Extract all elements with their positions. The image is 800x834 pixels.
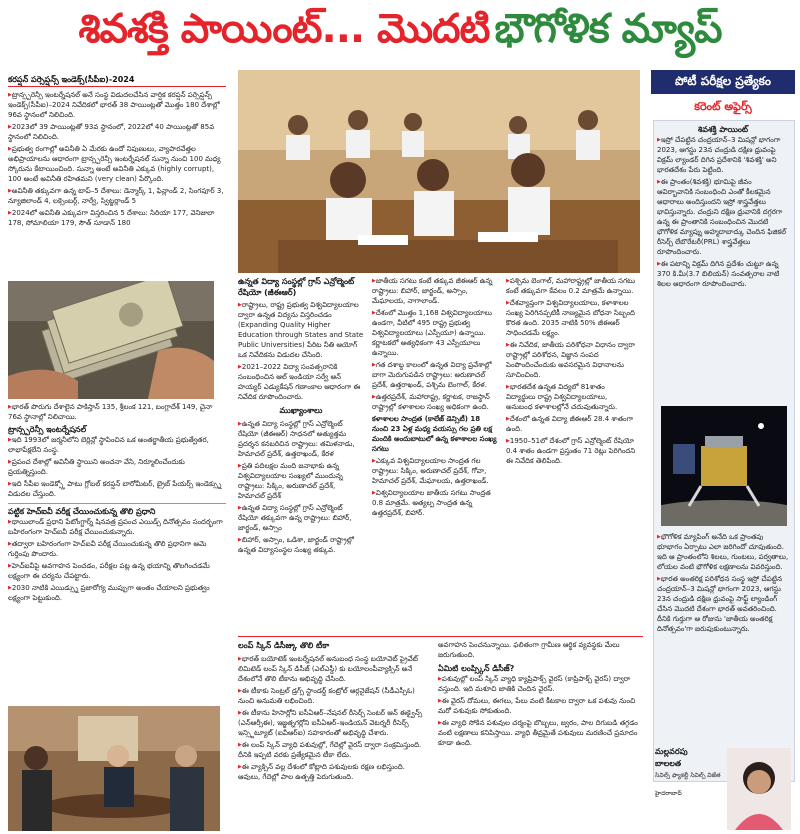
currency-notes-illustration bbox=[8, 281, 214, 399]
divider bbox=[8, 86, 226, 87]
author-place: మల్లవరపు bbox=[655, 747, 688, 756]
lander-image bbox=[661, 406, 787, 526]
list-item: ▶ ఈ లంప్ స్కిన్ వ్యాధి పశువుల్లో, గేదెల్లో వైరస్ ద్వారా సంక్రమిస్తుంది. దీనికి ఇప్పటి వరకు ప్రత్యేకమైన టీకా లేదు. bbox=[238, 740, 428, 760]
meeting-photo bbox=[8, 706, 220, 831]
left-section2-title: ట్రాన్స్పరెన్సీ ఇంటర్నేషనల్ bbox=[8, 425, 87, 434]
classroom-illustration bbox=[238, 70, 640, 273]
sidebar-story-title: శివశక్తి పాయింట్ bbox=[697, 125, 749, 134]
list-item: ▶ ఇది సీపీఐ ఇండెక్స్తో పాటు గ్లోబల్ కరప్షన్ బారోమీటర్, బ్రైబ్ పేయర్స్ ఇండెక్స్ను విడుదల చేస్తుంది. bbox=[8, 479, 226, 499]
list-item: ▶ ఉత్తరప్రదేశ్, మహారాష్ట్ర, కర్ణాటక, రాజస్థాన్ రాష్ట్రాల్లో కళాశాలల సంఖ్య అధికంగా ఉంది. bbox=[372, 392, 498, 412]
center-top-col2 bbox=[372, 276, 498, 631]
list-item: ▶ 2024లో అవినీతి ఎక్కువగా విస్తరించిన 5 దేశాలు: సిరియా 177, వెనిజులా 178, సోమాలియా 179, సౌత్ సూడాన్ 180 bbox=[8, 208, 226, 228]
divider bbox=[238, 636, 643, 637]
vikram-lander-illustration bbox=[661, 406, 787, 526]
list-item: ▶ పశ్చిమ బెంగాల్, మహారాష్ట్రల్లో జాతీయ సగటు కంటే తక్కువగా కేవలం 0.2 మాత్రమే ఉన్నాయి. bbox=[506, 276, 636, 296]
list-item: ▶ 2030 నాటికి ఎయిడ్స్ను ప్రజారోగ్య ముప్పుగా అంతం చేయాలని ప్రభుత్వం లక్ష్యంగా పెట్టుకుంది. bbox=[8, 583, 226, 603]
author-name: బాలలత bbox=[655, 759, 682, 768]
list-item: ▶ తద్వారా బహిరంగంగా హెచ్ఐవీ పరీక్ష చేయించుకున్న తొలి ప్రధానిగా ఆమె గుర్తింపు పొందారు. bbox=[8, 539, 226, 559]
list-item: ▶ థాయిలాండ్ ప్రధాని పేటోంగ్టార్న్ షినవత్ర ప్రపంచ ఎయిడ్స్ దినోత్సవం సందర్భంగా బహిరంగంగా హెచ్ఐవీ పరీక్ష చేయించుకున్నారు. bbox=[8, 517, 226, 537]
headline bbox=[0, 0, 800, 58]
sidebar-story bbox=[657, 124, 789, 385]
list-item: ▶ రాష్ట్రాలు, రాష్ట్ర ప్రభుత్వ విశ్వవిద్యాలయాల ద్వారా ఉన్నత విద్యను విస్తరించడం (Expanding Quality Higher Education through States and State Public Universities) పేరిట నీతి ఆయోగ్ ఒక నివేదికను విడుదల చేసింది. bbox=[238, 300, 364, 360]
author-block bbox=[653, 746, 793, 832]
list-item: ▶ ఈ వ్యాక్సిన్ వల్ల దేశంలో కోట్లాది పశువులకు రక్షణ లభిస్తుంది. ఆవులు, గేదెల్లో పాల ఉత్పత్తి పెరుగుతుంది. bbox=[238, 762, 428, 782]
list-item: ▶ భౌగోళిక మ్యాపింగ్ అనేది ఒక ప్రాంతపు భూభాగం ఏర్పాటు ఎలా జరిగిందో చూపుతుంది. ఇది ఆ ప్రాంతంలోని శిలలు, గుంటలు, పర్వతాలు, లోయల వంటి భౌగోళిక లక్షణాలను వివరిస్తుంది. bbox=[657, 532, 789, 572]
list-item: ▶ 1950–51లో దేశంలో గ్రాస్ ఎన్రోల్మెంట్ రేషియో 0.4 శాతం ఉండగా ప్రస్తుతం 71 రెట్లు పెరిగిందని ఈ నివేదిక తెలిపింది. bbox=[506, 436, 636, 466]
sidebar-more bbox=[657, 532, 789, 778]
list-item: ▶ దేశంలో మొత్తం 1,168 విశ్వవిద్యాలయాలు ఉండగా, వీటిలో 495 రాష్ట్ర ప్రభుత్వ విశ్వవిద్యాలయాలు (ఎస్పీయూ) ఉన్నాయి. కర్ణాటకలో అత్యధికంగా 43 ఎస్పీయూలు ఉన్నాయి. bbox=[372, 308, 498, 358]
list-item: ▶ ప్రపంచ దేశాల్లో అవినీతి స్థాయిని అంచనా వేసి, నిర్మూలించేందుకు ప్రయత్నిస్తుంది. bbox=[8, 457, 226, 477]
list-item: ▶ జాతీయ సగటు కంటే తక్కువ జీఈఆర్ ఉన్న రాష్ట్రాలు: బిహార్, జార్ఖండ్, అస్సాం, మేఘాలయ, నాగాలాండ్. bbox=[372, 276, 498, 306]
list-item: ▶ ప్రభుత్వ రంగాల్లో అవినీతి ఏ మేరకు ఉందో నిపుణులు, వ్యాపారవేత్తల అభిప్రాయాలను ఆధారంగా ట్రాన్స్పరెన్సీ ఇంటర్నేషనల్ సున్నా నుంచి 100 మధ్య స్కోరును కేటాయించింది. సున్నా అంటే అవినీతి ఎక్కువ (highly corrupt), 100 అంటే అవినీతి రహితమని (very clean) పేర్కొంది. bbox=[8, 144, 226, 184]
center-top-story bbox=[238, 276, 643, 631]
left-section2 bbox=[8, 402, 226, 499]
left-section3-body bbox=[8, 517, 226, 667]
headline-part-red: శివశక్తి పాయింట్... మొదటి bbox=[78, 6, 490, 52]
list-item: ▶ బిహార్, అస్సాం, ఒడిశా, జార్ఖండ్ రాష్ట్రాల్లో ఉన్నత విద్యాసంస్థల సంఖ్య తక్కువ. bbox=[238, 535, 364, 555]
story-title: ఉన్నత విద్యా సంస్థల్లో గ్రాస్ ఎన్రోల్మెంట్ రేషియో (జీఈఆర్) bbox=[238, 277, 355, 297]
list-item: ▶ ఈ ప్రాంతం(శివశక్తి) భూమిపై జీవం ఆవిర్భావానికి సంబంధించి ఎంతో కీలకమైన ఆధారాలు అందిస్తుందని ఇస్రో శాస్త్రవేత్తలు భావిస్తున్నారు. చంద్రుని దక్షిణ ధ్రువానికి దగ్గరగా ఉన్న ఈ ప్రాంతానికి సంబంధించిన మొదటి భౌగోళిక మ్యాప్ను అహ్మదాబాద్కు చెందిన ఫిజికల్ రీసెర్చ్ లేబొరేటరీ(PRL) శాస్త్రవేత్తలు రూపొందించారు. bbox=[657, 177, 789, 257]
center-bottom-col1 bbox=[238, 654, 428, 830]
sidebar-banner: పోటీ పరీక్షల ప్రత్యేకం bbox=[651, 70, 795, 94]
list-item: ▶ భారత్ పొరుగు దేశాలైన పాకిస్తాన్ 135, శ్రీలంక 121, బంగ్లాదేశ్ 149, చైనా 76వ స్థానాల్లో నిలిచాయి. bbox=[8, 402, 226, 422]
left-section1-title: కరప్షన్ పర్సెప్షన్స్ ఇండెక్స్(సీపీఐ)-2024 bbox=[8, 75, 135, 84]
list-item: ▶ అవినీతి తక్కువగా ఉన్న టాప్–5 దేశాలు: డెన్మార్క్ 1, ఫిన్లాండ్ 2, సింగపూర్ 3, న్యూజిలాండ్ 4, లక్సెంబర్గ్, నార్వే, స్విట్జర్లాండ్ 5 bbox=[8, 186, 226, 206]
list-item: ▶ ఈ వ్యాధి సోకిన పశువుల చర్మంపై బొబ్బలు, జ్వరం, పాల దిగుబడి తగ్గడం వంటి లక్షణాలు కనిపిస్తాయి. వ్యాధి తీవ్రమైతే పశువులు మరణించే ప్రమాదం కూడా ఉంది. bbox=[438, 718, 638, 748]
list-item: ▶ ఎక్కువ విశ్వవిద్యాలయాల సాంద్రత గల రాష్ట్రాలు: సిక్కిం, అరుణాచల్ ప్రదేశ్, గోవా, హిమాచల్ ప్రదేశ్, మేఘాలయ, ఉత్తరాఖండ్. bbox=[372, 456, 498, 486]
list-item: ▶ విశ్వవిద్యాలయాల జాతీయ సగటు సాంద్రత 0.8 మాత్రమే. అత్యల్ప సాంద్రత ఉన్న ఉత్తరప్రదేశ్, బిహార్. bbox=[372, 488, 498, 518]
key-points-heading: ముఖ్యాంశాలు bbox=[279, 406, 323, 415]
center-top-col1 bbox=[238, 276, 364, 631]
center-bottom-story bbox=[238, 636, 643, 832]
list-item: ▶ భారత అంతరిక్ష పరిశోధన సంస్థ ఇస్రో చేపట్టిన చంద్రయాన్–3 మిషన్లో భాగంగా 2023, ఆగస్టు 23న చంద్రుడి దక్షిణ ధ్రువంపై సాఫ్ట్ ల్యాండింగ్ చేసిన మొదటి దేశంగా భారత్ అవతరించింది. దీనికి గుర్తుగా ఆ రోజును 'జాతీయ అంతరిక్ష దినోత్సవం'గా జరుపుకుంటున్నారు. bbox=[657, 574, 789, 634]
list-item: ▶ గత దశాబ్ద కాలంలో ఉన్నత విద్యా ప్రవేశాల్లో బాగా మెరుగుపడిన రాష్ట్రాలు: అరుణాచల్ ప్రదేశ్, ఉత్తరాఖండ్, పశ్చిమ బెంగాల్, కేరళ. bbox=[372, 360, 498, 390]
list-item: ▶ ఇస్రో చేపట్టిన చంద్రయాన్–3 మిషన్లో భాగంగా 2023, ఆగస్టు 23న చంద్రుడి దక్షిణ ధ్రువంపై విక్రమ్ ల్యాండర్ దిగిన ప్రదేశానికి 'శివశక్తి' అని భారతదేశం పేరు పెట్టింది. bbox=[657, 135, 789, 175]
avatar bbox=[727, 748, 791, 830]
list-item: ▶ దేశంలో ఉన్నత విద్యా జీఈఆర్ 28.4 శాతంగా ఉంది. bbox=[506, 414, 636, 434]
list-item: ▶ ఉన్నత విద్యా సంస్థల్లో గ్రాస్ ఎన్రోల్మెంట్ రేషియో తక్కువగా ఉన్న రాష్ట్రాలు: బిహార్, జార్ఖండ్, అస్సాం bbox=[238, 503, 364, 533]
center-bottom-col2 bbox=[438, 640, 638, 830]
lsd-subheading: ఏమిటి లంప్స్కిన్ డిసీజ్? bbox=[438, 664, 515, 673]
paragraph: అవగాహన పెంచనున్నాయి. ఫలితంగా గ్రామీణ ఆర్థిక వ్యవస్థకు మేలు జరుగుతుంది. bbox=[438, 641, 620, 659]
list-item: ▶ ఈ నివేదిక, జాతీయ పరిశోధనా విధానం ద్వారా రాష్ట్రాల్లో పరిశోధన, విజ్ఞాన సంపద పెంపొందించేందుకు అవసరమైన విధానాలను సూచించింది. bbox=[506, 340, 636, 380]
list-item: ▶ ఈ టీకాకు సెంట్రల్ డ్రగ్స్ స్టాండర్డ్ కంట్రోల్ ఆర్గనైజేషన్ (సీడీఎస్సీఓ) నుంచి అనుమతి లభించింది. bbox=[238, 686, 428, 706]
currency-notes-image bbox=[8, 281, 214, 399]
left-section1-body bbox=[8, 90, 226, 278]
left-section3-title: పట్టిక హెచ్ఐవీ వరీక్ష చేయించుకున్న తొలి ప్రధాని bbox=[8, 503, 226, 517]
headline-part-green: భౌగోళిక మ్యాప్ bbox=[494, 6, 722, 52]
author-portrait bbox=[727, 748, 791, 830]
list-item: ▶ ఇది 1993లో జర్మనీలోని బెర్లిన్లో స్థాపించిన ఒక అంతర్జాతీయ ప్రభుత్వేతర, లాభాపేక్షలేని సంస్థ. bbox=[8, 435, 226, 455]
list-item: ▶ భారత్ బయోటెక్ ఇంటర్నేషనల్ అనుబంధ సంస్థ బయోవెట్ ప్రైవేట్ లిమిటెడ్ లంప్ స్కిన్ డిసీజ్ (ఎల్ఎస్డీ) కు బయోలంపీవ్యాక్సిన్ అనే దేశంలోనే తొలి టీకాను అభివృద్ధి చేసింది. bbox=[238, 654, 428, 684]
story-title: లంప్ స్కిన్ డిసీజ్కు తొలి టీకా bbox=[238, 641, 330, 650]
author-role: సివిల్స్ ఫ్యాకల్టీ సివిల్స్ విజేత bbox=[655, 772, 721, 779]
list-item: ▶ 2023లో 39 పాయింట్లతో 93వ స్థానంలో, 2022లో 40 పాయింట్లతో 85వ స్థానంలో నిలిచింది. bbox=[8, 122, 226, 142]
list-item: ▶ ఉన్నత విద్యా సంస్థల్లో గ్రాస్ ఎన్రోల్మెంట్ రేషియో (జీఈఆర్) సాధనలో అత్యుత్తమ ప్రదర్శన కనబరిచిన రాష్ట్రాలు: తమిళనాడు, హిమాచల్ ప్రదేశ్, ఉత్తరాఖండ్, కేరళ bbox=[238, 419, 364, 459]
list-item: ▶ దేశవ్యాప్తంగా విశ్వవిద్యాలయాలు, కళాశాలల సంఖ్య పెరిగినప్పటికీ నాణ్యమైన బోధనా సిబ్బంది కొరత ఉంది. 2035 నాటికి 50% జీఈఆర్ సాధించడమే లక్ష్యం. bbox=[506, 298, 636, 338]
list-item: ▶ పశువుల్లో లంప్ స్కిన్ వ్యాధి క్యాప్రిపాక్స్ వైరస్ (కాప్రిపాక్స్ వైరస్) ద్వారా వస్తుంది. ఇది మశూచి జాతికి చెందిన వైరస్. bbox=[438, 674, 638, 694]
list-item: ▶ భారతదేశ ఉన్నత విద్యలో 81శాతం విద్యార్థులు రాష్ట్ర విశ్వవిద్యాలయాలు, అనుబంధ కళాశాలల్లోనే చదువుతున్నారు. bbox=[506, 382, 636, 412]
list-item: ▶ ఈ టీకాను హిసార్లోని ఐసీఏఆర్–నేషనల్ రీసెర్చ్ సెంటర్ ఆన్ ఈక్వైన్స్ (ఎన్ఆర్సీఈ), ఇజ్జత్నగర్లోని ఐసీఏఆర్–ఇండియన్ వెటర్నరీ రీసెర్చ్ ఇన్స్టిట్యూట్ (ఐవీఆర్ఐ) సహకారంతో అభివృద్ధి చేశారు. bbox=[238, 708, 428, 738]
list-item: ▶ ఈ పటాన్ని విక్రమ్ దిగిన ప్రదేశం చుట్టూ ఉన్న 370 కి.మీ(3.7 బిలియన్) సంవత్సరాల నాటి శిలల ఆధారంగా రూపొందించారు. bbox=[657, 259, 789, 289]
center-top-col3 bbox=[506, 276, 636, 631]
sidebar-subtitle: కరెంట్ అఫైర్స్ bbox=[694, 100, 752, 113]
meeting-illustration bbox=[8, 706, 220, 831]
list-item: ▶ హెచ్ఐవీపై అవగాహన పెంచడం, పరీక్షల పట్ల ఉన్న భయాన్ని తొలగించడమే లక్ష్యంగా ఈ చర్యను చేపట్టారు. bbox=[8, 561, 226, 581]
author-city: హైదరాబాద్ bbox=[655, 790, 682, 797]
classroom-photo bbox=[238, 70, 640, 273]
highlight-box: కళాశాలల సాంద్రత (కాలేజ్ డెన్సిటీ) 18 నుంచి 23 ఏళ్ల మధ్య వయస్సు గల ప్రతి లక్ష మందికి అందుబాటులో ఉన్న కళాశాలల సంఖ్య సగటు bbox=[372, 415, 497, 453]
list-item: ▶ 2021–2022 విద్యా సంవత్సరానికి సంబంధించిన ఆల్ ఇండియా సర్వే ఆన్ హయ్యర్ ఎడ్యుకేషన్ గణాంకాల ఆధారంగా ఈ నివేదిక రూపొందించారు. bbox=[238, 362, 364, 402]
list-item: ▶ ఈ వైరస్ దోమలు, ఈగలు, పేలు వంటి కీటకాల ద్వారా ఒక పశువు నుంచి మరో పశువుకు సోకుతుంది. bbox=[438, 696, 638, 716]
sidebar bbox=[651, 70, 795, 832]
list-item: ▶ ట్రాన్స్పరెన్సీ ఇంటర్నేషనల్ అనే సంస్థ విడుదలచేసిన వార్షిక కరప్షన్ పర్సెప్షన్స్ ఇండెక్స్(సీపీఐ)–2024 నివేదికలో భారత్ 38 పాయింట్లతో మొత్తం 180 దేశాల్లో 96వ స్థానంలో నిలిచింది. bbox=[8, 90, 226, 120]
list-item: ▶ ప్రతి పదిలక్షల మంది జనాభాకు ఉన్న విశ్వవిద్యాలయాల సంఖ్యలో ముందున్న రాష్ట్రాలు: సిక్కిం, అరుణాచల్ ప్రదేశ్, హిమాచల్ ప్రదేశ్ bbox=[238, 461, 364, 501]
